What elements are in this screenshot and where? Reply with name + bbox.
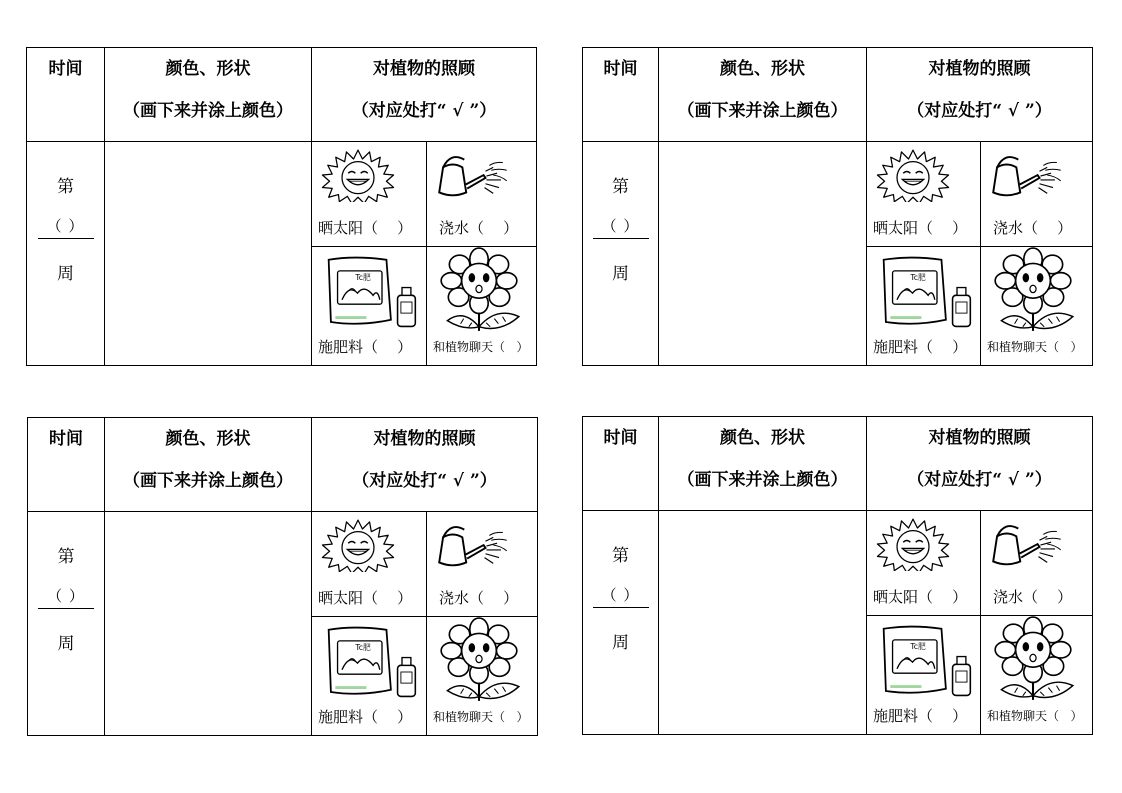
fertilize-care-label: 施肥料（ ） [873,338,968,356]
care-hint: （对应处打“ √ ”） [351,101,497,121]
week-number-blank[interactable]: （ ） [593,215,649,239]
week-cell [583,142,659,366]
care-label: 对植物的照顾 [373,429,476,449]
care-hint: （对应处打“ √ ”） [907,101,1052,121]
sun-care-label: 晒太阳（ ） [318,219,413,237]
week-cell [27,142,105,366]
care-header [867,417,1093,511]
sun-care-label: 晒太阳（ ） [873,588,968,606]
smiling-flower-icon [987,616,1079,702]
draw-hint: （画下来并涂上颜色） [677,101,848,121]
care-log-table [26,47,537,366]
color-shape-label: 颜色、形状 [165,59,251,79]
time-header-label: 时间 [603,428,638,448]
fertilizer-bag-icon [877,253,977,331]
care-hint: （对应处打“ √ ”） [907,470,1052,490]
watering-can-icon [987,519,1065,573]
week-suffix: 周 [612,264,629,284]
water-care-label: 浇水（ ） [439,589,519,607]
talk-care-label: 和植物聊天（ ） [987,340,1083,354]
week-suffix: 周 [612,633,629,653]
water-care-label: 浇水（ ） [439,219,519,237]
water-care-cell[interactable] [981,142,1093,247]
color-shape-label: 颜色、形状 [165,429,251,449]
sun-icon [873,148,953,202]
water-care-label: 浇水（ ） [993,219,1073,237]
fertilize-care-cell[interactable] [312,247,427,366]
sun-icon [873,517,953,571]
care-header [312,418,538,512]
talk-care-label: 和植物聊天（ ） [433,710,529,724]
time-header-label: 时间 [48,59,83,79]
time-header [27,48,105,142]
fertilize-care-label: 施肥料（ ） [873,707,968,725]
care-label: 对植物的照顾 [928,59,1031,79]
fertilizer-bag-icon [322,623,422,701]
week-cell [28,512,105,736]
drawing-area[interactable] [659,142,867,366]
care-header [312,48,537,142]
talk-care-cell[interactable] [427,617,538,736]
color-shape-label: 颜色、形状 [720,428,805,448]
draw-hint: （画下来并涂上颜色） [123,101,293,121]
color-shape-header [105,418,312,512]
watering-can-icon [433,520,511,574]
watering-can-icon [987,150,1065,204]
sun-care-cell[interactable] [312,142,427,247]
care-header [867,48,1093,142]
time-header [28,418,105,512]
color-shape-header [659,417,867,511]
fertilize-care-label: 施肥料（ ） [318,708,413,726]
talk-care-cell[interactable] [981,616,1093,735]
week-cell [583,511,659,735]
water-care-cell[interactable] [981,511,1093,616]
talk-care-label: 和植物聊天（ ） [987,709,1083,723]
week-suffix: 周 [57,264,74,284]
plant-care-card [27,417,537,735]
week-number-blank[interactable]: （ ） [593,584,649,608]
water-care-cell[interactable] [427,512,538,617]
week-prefix: 第 [612,177,629,197]
talk-care-label: 和植物聊天（ ） [433,340,529,354]
fertilizer-bag-icon [322,253,422,331]
watering-can-icon [433,150,511,204]
time-header [583,417,659,511]
care-log-table [27,417,538,736]
time-header-label: 时间 [49,429,83,449]
care-log-table [582,416,1093,735]
week-prefix: 第 [612,546,629,566]
talk-care-cell[interactable] [981,247,1093,366]
smiling-flower-icon [987,247,1079,333]
draw-hint: （画下来并涂上颜色） [123,471,293,491]
water-care-cell[interactable] [427,142,537,247]
fertilize-care-label: 施肥料（ ） [318,338,413,356]
care-log-table [582,47,1093,366]
color-shape-label: 颜色、形状 [720,59,805,79]
drawing-area[interactable] [105,512,312,736]
fertilize-care-cell[interactable] [867,247,981,366]
fertilizer-bag-icon [877,622,977,700]
color-shape-header [105,48,312,142]
time-header-label: 时间 [603,59,638,79]
week-number-blank[interactable]: （ ） [38,585,94,609]
water-care-label: 浇水（ ） [993,588,1073,606]
care-label: 对植物的照顾 [373,59,475,79]
sun-care-label: 晒太阳（ ） [873,219,968,237]
sun-icon [318,518,398,572]
fertilize-care-cell[interactable] [867,616,981,735]
care-label: 对植物的照顾 [928,428,1031,448]
color-shape-header [659,48,867,142]
draw-hint: （画下来并涂上颜色） [677,470,848,490]
smiling-flower-icon [433,617,525,703]
drawing-area[interactable] [105,142,312,366]
drawing-area[interactable] [659,511,867,735]
talk-care-cell[interactable] [427,247,537,366]
sun-care-cell[interactable] [867,511,981,616]
week-number-blank[interactable]: （ ） [38,215,94,239]
plant-care-card [26,47,536,365]
fertilize-care-cell[interactable] [312,617,427,736]
sun-care-label: 晒太阳（ ） [318,589,413,607]
smiling-flower-icon [433,247,525,333]
week-suffix: 周 [57,634,75,654]
sun-icon [318,148,398,202]
plant-care-card [582,416,1092,734]
sun-care-cell[interactable] [867,142,981,247]
time-header [583,48,659,142]
plant-care-card [582,47,1092,365]
care-hint: （对应处打“ √ ”） [352,471,497,491]
week-prefix: 第 [57,177,74,197]
sun-care-cell[interactable] [312,512,427,617]
week-prefix: 第 [57,547,75,567]
